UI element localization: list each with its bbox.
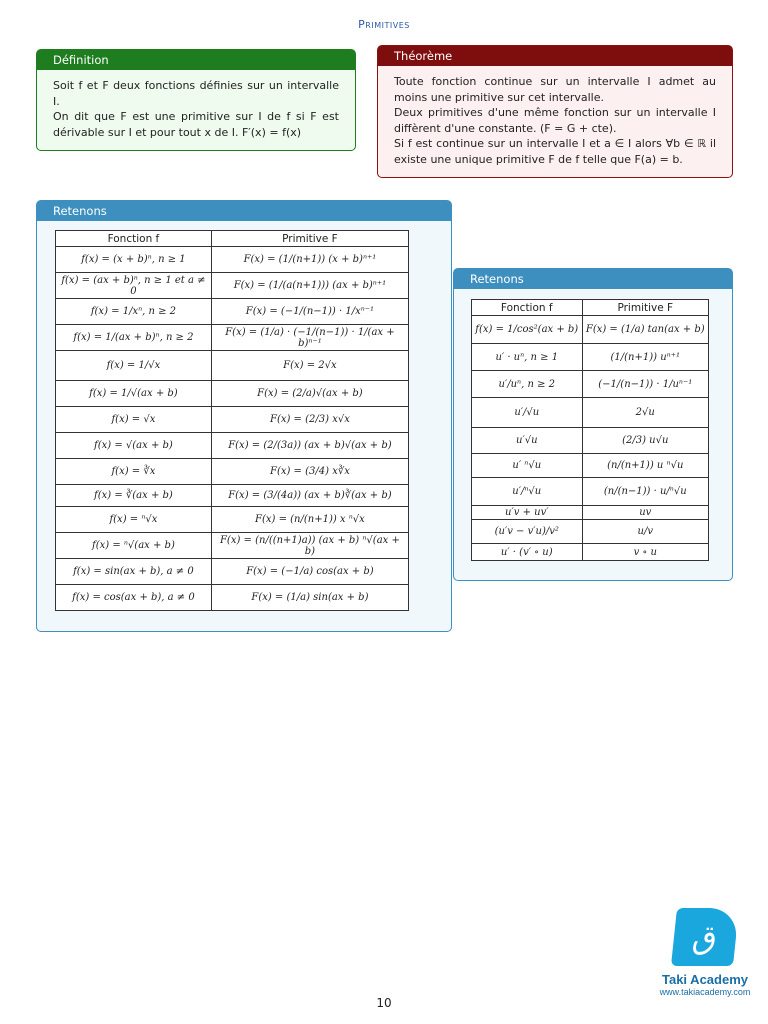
table-row — [472, 398, 709, 428]
table-row — [56, 325, 409, 351]
function-cell: u′ · (v′ ∘ u) — [472, 544, 583, 561]
table-row — [56, 273, 409, 299]
function-cell: f(x) = 1/(ax + b)ⁿ, n ≥ 2 — [56, 325, 212, 351]
primitive-cell: (n/(n+1)) u ⁿ√u — [582, 454, 708, 478]
table-row — [56, 485, 409, 507]
function-cell: f(x) = 1/xⁿ, n ≥ 2 — [56, 299, 212, 325]
table-row — [56, 247, 409, 273]
primitive-cell: F(x) = (1/a) · (−1/(n−1)) · 1/(ax + b)ⁿ⁻¹ — [211, 325, 408, 351]
theorem-line: Toute fonction continue sur un intervalle I admet au moins une primitive sur cet intervalle. — [394, 75, 716, 104]
primitive-cell: u/v — [582, 520, 708, 544]
primitives-table-1 — [55, 230, 409, 611]
table-header: Fonction f — [472, 300, 583, 316]
function-cell: f(x) = √x — [56, 407, 212, 433]
primitive-cell: F(x) = (2/(3a)) (ax + b)√(ax + b) — [211, 433, 408, 459]
page-number: 10 — [376, 996, 392, 1010]
function-cell: (u′v − v′u)/v² — [472, 520, 583, 544]
logo-url: www.takiacademy.com — [659, 987, 751, 997]
primitive-cell: F(x) = (1/a) tan(ax + b) — [582, 316, 708, 344]
function-cell: u′√u — [472, 428, 583, 454]
function-cell: u′/ⁿ√u — [472, 478, 583, 506]
page-header: Primitives — [358, 18, 410, 31]
primitive-cell: (n/(n−1)) · u/ⁿ√u — [582, 478, 708, 506]
table-row — [56, 585, 409, 611]
primitive-cell: F(x) = (2/3) x√x — [211, 407, 408, 433]
primitive-cell: F(x) = (2/a)√(ax + b) — [211, 381, 408, 407]
table-row — [56, 507, 409, 533]
function-cell: f(x) = 1/cos²(ax + b) — [472, 316, 583, 344]
table-row — [472, 428, 709, 454]
table-row — [56, 533, 409, 559]
primitive-cell: (−1/(n−1)) · 1/uⁿ⁻¹ — [582, 371, 708, 398]
primitive-cell: uv — [582, 506, 708, 520]
table-row — [472, 478, 709, 506]
function-cell: f(x) = ⁿ√x — [56, 507, 212, 533]
logo-name: Taki Academy — [662, 972, 748, 987]
table-header: Fonction f — [56, 231, 212, 247]
retenons-title-2: Retenons — [454, 269, 732, 289]
primitive-cell: F(x) = (−1/(n−1)) · 1/xⁿ⁻¹ — [211, 299, 408, 325]
function-cell: f(x) = ∛(ax + b) — [56, 485, 212, 507]
retenons-title-1: Retenons — [37, 201, 451, 221]
table-row — [56, 351, 409, 381]
table-row — [56, 559, 409, 585]
theorem-body — [378, 66, 732, 175]
theorem-line: Si f est continue sur un intervalle I et a ∈ I alors ∀b ∈ ℝ il existe une unique primitive F de f telle que F(a) = b. — [394, 137, 716, 166]
table-row — [56, 459, 409, 485]
function-cell: u′ ⁿ√u — [472, 454, 583, 478]
primitives-table-2 — [471, 299, 709, 561]
primitive-cell: F(x) = (n/(n+1)) x ⁿ√x — [211, 507, 408, 533]
table-row — [56, 433, 409, 459]
table-header: Primitive F — [211, 231, 408, 247]
function-cell: u′/uⁿ, n ≥ 2 — [472, 371, 583, 398]
definition-line: Soit f et F deux fonctions définies sur un intervalle I. — [53, 79, 339, 108]
logo-mark-icon: ق — [671, 908, 739, 966]
function-cell: f(x) = (x + b)ⁿ, n ≥ 1 — [56, 247, 212, 273]
table-row — [472, 371, 709, 398]
theorem-line: Deux primitives d'une même fonction sur un intervalle I diffèrent d'une constante. (F = G + cte). — [394, 106, 716, 135]
function-cell: u′/√u — [472, 398, 583, 428]
table-row — [472, 454, 709, 478]
primitive-cell: F(x) = (−1/a) cos(ax + b) — [211, 559, 408, 585]
definition-box — [36, 49, 356, 151]
theorem-box — [377, 45, 733, 178]
function-cell: f(x) = cos(ax + b), a ≠ 0 — [56, 585, 212, 611]
function-cell: f(x) = sin(ax + b), a ≠ 0 — [56, 559, 212, 585]
definition-body — [37, 70, 355, 148]
primitive-cell: F(x) = (n/((n+1)a)) (ax + b) ⁿ√(ax + b) — [211, 533, 408, 559]
table-header: Primitive F — [582, 300, 708, 316]
table-row — [472, 506, 709, 520]
function-cell: f(x) = 1/√(ax + b) — [56, 381, 212, 407]
table-row — [472, 544, 709, 561]
table-row — [472, 344, 709, 371]
primitive-cell: F(x) = (1/a) sin(ax + b) — [211, 585, 408, 611]
table-row — [56, 299, 409, 325]
primitive-cell: 2√u — [582, 398, 708, 428]
retenons-box-2 — [453, 268, 733, 581]
theorem-title: Théorème — [378, 46, 732, 66]
table-row — [472, 316, 709, 344]
primitive-cell: F(x) = (1/(a(n+1))) (ax + b)ⁿ⁺¹ — [211, 273, 408, 299]
primitive-cell: (1/(n+1)) uⁿ⁺¹ — [582, 344, 708, 371]
primitive-cell: F(x) = (3/4) x∛x — [211, 459, 408, 485]
primitive-cell: F(x) = 2√x — [211, 351, 408, 381]
definition-line: On dit que F est une primitive sur I de f si F est dérivable sur I et pour tout x de I. F′(x) = f(x) — [53, 110, 339, 139]
primitive-cell: v ∘ u — [582, 544, 708, 561]
function-cell: f(x) = 1/√x — [56, 351, 212, 381]
definition-title: Définition — [37, 50, 355, 70]
table-row — [472, 520, 709, 544]
function-cell: f(x) = √(ax + b) — [56, 433, 212, 459]
retenons-box-1 — [36, 200, 452, 632]
function-cell: f(x) = (ax + b)ⁿ, n ≥ 1 et a ≠ 0 — [56, 273, 212, 299]
primitive-cell: F(x) = (1/(n+1)) (x + b)ⁿ⁺¹ — [211, 247, 408, 273]
table-row — [56, 407, 409, 433]
function-cell: u′v + uv′ — [472, 506, 583, 520]
function-cell: u′ · uⁿ, n ≥ 1 — [472, 344, 583, 371]
primitive-cell: F(x) = (3/(4a)) (ax + b)∛(ax + b) — [211, 485, 408, 507]
primitive-cell: (2/3) u√u — [582, 428, 708, 454]
function-cell: f(x) = ∛x — [56, 459, 212, 485]
taki-academy-logo — [650, 908, 760, 1018]
table-row — [56, 381, 409, 407]
function-cell: f(x) = ⁿ√(ax + b) — [56, 533, 212, 559]
